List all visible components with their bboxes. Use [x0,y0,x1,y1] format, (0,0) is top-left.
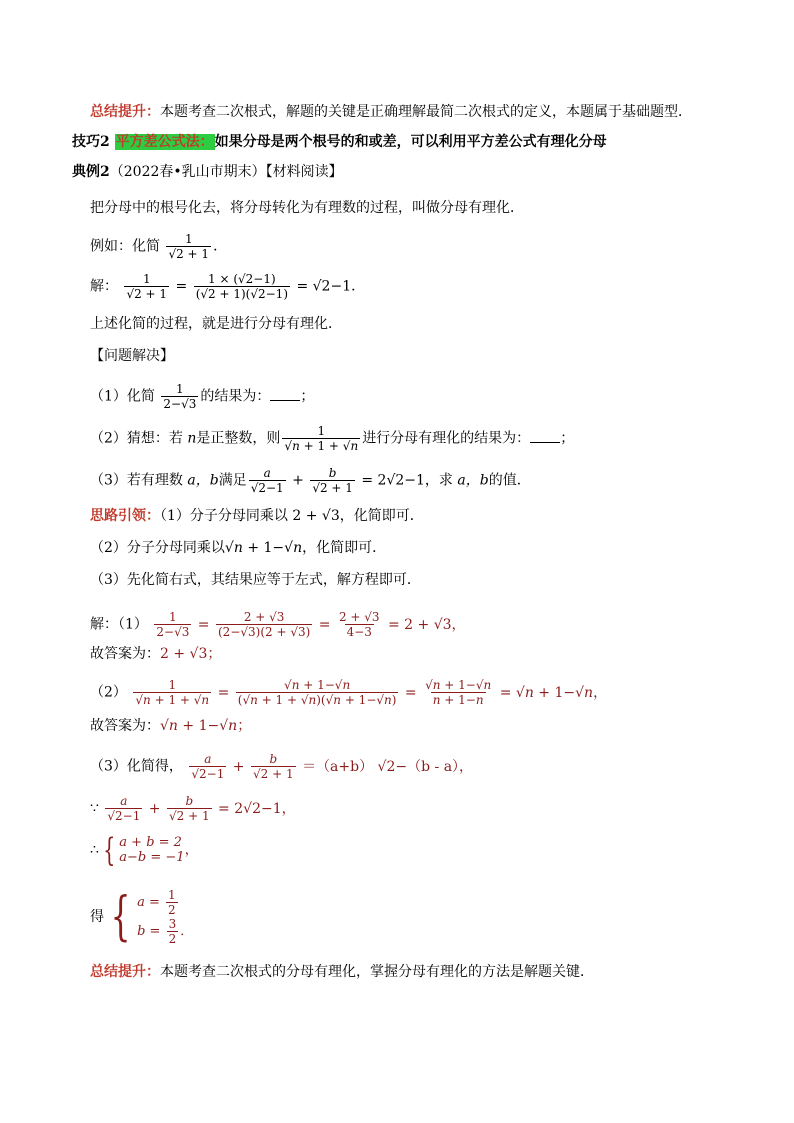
tip-2-heading [72,132,607,152]
solution-frac-2: $\frac{1 \times (√2-1)}{(√2 + 1)(√2-1)}$ [195,272,288,301]
answer-3-rhs-2: 2−（b - a）， [386,758,474,775]
system-eq-1: a + b = 2 [119,835,182,850]
answer-2-prefix: （2） [90,684,127,701]
hint-label: 思路引领： [90,508,160,524]
q3-frac-a: $\frac{a}{√2-1}$ [250,466,284,495]
q2-middle: 是正整数，则 [196,430,281,447]
hint-line-1: 思路引领：（1）分子分母同乘以 2 + √3，化简即可． [90,508,424,524]
hint-line-2-text: （2）分子分母同乘以 [90,540,225,556]
tip-2-label: 技巧2 [72,134,110,150]
q3-end: 的值． [488,472,531,489]
answer-1-final-prefix: 故答案为： [90,646,160,662]
result-prefix: 得 [90,909,104,925]
result-b-frac: $\frac{3}{2}$ [168,917,177,946]
answer-2-final-prefix: 故答案为： [90,718,160,734]
solution-tail: ． [351,278,366,295]
answer-1: 解：（1） $\frac{1}{2-√3}$ = $\frac{2 + √3}{(2-√3)(2 + √3)}$ = $\frac{2 + √3}{4-3}$ = 2 + √3， [90,610,466,639]
q2-fraction: $\frac{1}{√n + 1 + √n}$ [284,424,359,453]
summary-1-text: 本题考查二次根式，解题的关键是正确理解最简二次根式的定义，本题属于基础题型． [160,104,692,120]
q1-prefix: （1）化简 [90,388,155,405]
answer-2-frac-2: $\frac{√n + 1-√n}{(√n + 1 + √n)(√n + 1-√n)}$ [237,678,397,707]
tip-2-text: 如果分母是两个根号的和或差，可以利用平方差公式有理化分母 [214,134,607,150]
example-solution: 解： $\frac{1}{√2 + 1}$ = $\frac{1 \times (√2-1)}{(√2 + 1)(√2-1)}$ = √2−1． [90,272,366,301]
because-frac-a: $\frac{a}{√2-1}$ [107,794,141,823]
answer-1-frac-1: $\frac{1}{2-√3}$ [156,610,190,639]
answer-3-result [90,888,193,946]
hint-line-1-end: ，化简即可． [339,508,424,524]
q3-prefix: （3）若有理数 [90,472,183,489]
summary-1-label: 总结提升： [90,104,160,120]
therefore-symbol: ∴ [90,842,99,858]
answer-3-because: ∵ $\frac{a}{√2-1}$ + $\frac{b}{√2 + 1}$ = 2√2−1， [90,794,296,823]
example-line: 例如：化简 $\frac{1}{√2 + 1}$ ． [90,232,228,261]
answer-1-frac-3: $\frac{2 + √3}{4-3}$ [338,610,380,639]
q1-blank[interactable] [270,388,300,401]
conclusion-text: 上述化简的过程，就是进行分母有理化． [90,316,342,332]
hint-line-3: （3）先化简右式，其结果应等于左式，解方程即可． [90,572,421,588]
because-symbol: ∵ [90,800,99,817]
example-2-label: 典例2 [72,164,110,180]
answer-3-rhs: ＝（a+b） [302,758,374,775]
result-a-label: a = [137,895,160,910]
system-eq-2: a−b = −1 [119,850,185,865]
result-system: a = $\frac{1}{2}$ b = $\frac{3}{2}$ ． [137,888,194,946]
q3-tail: −1，求 [404,472,453,489]
answer-3-frac-a: $\frac{a}{√2-1}$ [191,752,225,781]
intro-text: 把分母中的根号化去，将分母转化为有理数的过程，叫做分母有理化． [90,200,524,216]
hint-line-1-text: （1）分子分母同乘以 2 + [160,508,318,524]
question-2 [90,424,574,453]
example-2-source: （2022春•乳山市期末）【材料阅读】 [109,164,343,180]
example-fraction: $\frac{1}{√2 + 1}$ [168,232,210,261]
example-2-heading [72,162,343,182]
q1-end: ； [300,388,315,405]
answer-1-frac-2: $\frac{2 + √3}{(2-√3)(2 + √3)}$ [218,610,311,639]
q3-frac-b: $\frac{b}{√2 + 1}$ [312,466,353,495]
answer-3-therefore: ∴ { a + b = 2 a−b = −1 ， [90,831,199,869]
problem-header: 【问题解决】 [90,348,174,364]
equation-system [119,835,184,865]
q3-tail-vars: a，b [457,472,489,489]
q2-end: ； [560,430,575,447]
example-prefix: 例如：化简 [90,238,160,255]
tip-2-highlight: 平方差公式法： [115,134,214,150]
answer-2-frac-3: $\frac{√n + 1-√n}{n + 1-n}$ [425,678,492,707]
q3-vars: a，b [187,472,219,489]
hint-line-2-end: ，化简即可． [302,540,387,556]
answer-3-prefix: （3）化简得， [90,758,183,775]
solution-prefix: 解： [90,278,118,295]
answer-1-prefix: 解：（1） [90,616,148,633]
q2-suffix: 进行分母有理化的结果为： [362,430,531,447]
answer-2: （2） $\frac{1}{√n + 1 + √n}$ = $\frac{√n + 1-√n}{(√n + 1 + √n)(√n + 1-√n)}$ = $\frac{√n + 1-√n}{n + 1-n}$ = √n + 1−√n， [90,678,608,707]
summary-2-text: 本题考查二次根式的分母有理化，掌握分母有理化的方法是解题关键． [160,964,594,980]
answer-1-final-value: 2 + [160,646,186,662]
q3-middle: 满足 [218,472,247,489]
q2-var: n [187,430,197,447]
q2-blank[interactable] [530,430,560,443]
question-1 [90,382,314,411]
answer-2-final: 故答案为：√n + 1−√n； [90,718,252,734]
system-brace: { [102,831,116,869]
solution-frac-1: $\frac{1}{√2 + 1}$ [126,272,168,301]
answer-1-final: 故答案为：2 + √3； [90,646,222,662]
result-brace: { [110,887,131,947]
result-b-label: b = [137,924,161,939]
summary-1 [90,102,692,122]
question-3: （3）若有理数 a，b满足 $\frac{a}{√2-1}$ + $\frac{b}{√2 + 1}$ = 2√2−1，求 a，b的值． [90,466,531,495]
q1-fraction: $\frac{1}{2-√3}$ [163,382,197,411]
because-frac-b: $\frac{b}{√2 + 1}$ [169,794,210,823]
hint-line-2: （2）分子分母同乘以√n + 1−√n，化简即可． [90,540,387,556]
q3-eq: = 2 [361,472,387,489]
result-a-frac: $\frac{1}{2}$ [168,888,176,917]
answer-3-frac-b: $\frac{b}{√2 + 1}$ [253,752,294,781]
summary-2 [90,962,594,982]
q1-suffix: 的结果为： [200,388,271,405]
answer-2-frac-1: $\frac{1}{√n + 1 + √n}$ [135,678,210,707]
summary-2-label: 总结提升： [90,964,160,980]
answer-3: （3）化简得， $\frac{a}{√2-1}$ + $\frac{b}{√2 + 1}$ ＝（a+b） √2−（b - a）， [90,752,474,781]
q2-prefix: （2）猜想：若 [90,430,183,447]
